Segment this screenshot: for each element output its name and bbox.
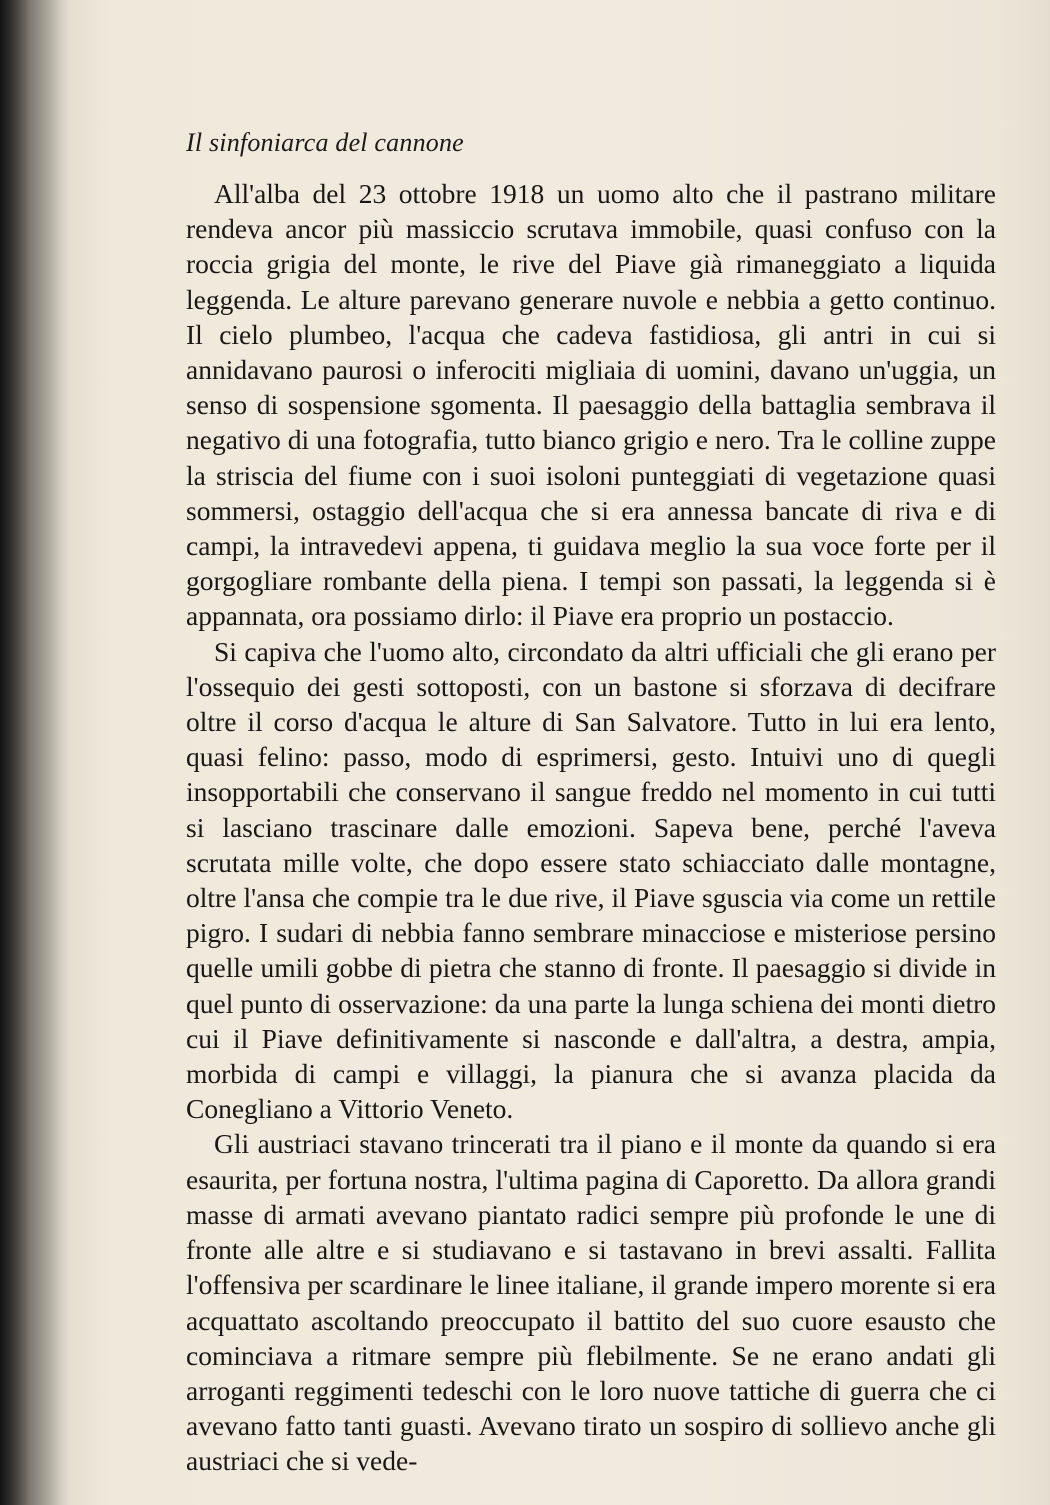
- running-head: Il sinfoniarca del cannone: [186, 128, 464, 157]
- body-text: [186, 176, 996, 1479]
- binding-shadow: [0, 0, 70, 1505]
- paragraph-2: Si capiva che l'uomo alto, circondato da altri ufficiali che gli erano per l'ossequio dei gesti sottoposti, con un bastone si sforzava di decifrare oltre il corso d'acqua le alture di San Salvatore. Tutto in lui era lento, quasi felino: passo, modo di esprimersi, gesto. Intuivi uno di quegli insopportabili che conservano il sangue freddo nel momento in cui tutti si lasciano trascinare dalle emozioni. Sapeva bene, perché l'aveva scrutata mille volte, che dopo essere stato schiacciato dalle montagne, oltre l'ansa che compie tra le due rive, il Piave sguscia via come un rettile pigro. I sudari di nebbia fanno sembrare minacciose e misteriose persino quelle umili gobbe di pietra che stanno di fronte. Il paesaggio si divide in quel punto di osservazione: da una parte la lunga schiena dei monti dietro cui il Piave definitivamente si nasconde e dall'altra, a destra, ampia, morbida di campi e villaggi, la pianura che si avanza placida da Conegliano a Vittorio Veneto.: [186, 635, 996, 1125]
- paragraph-3: Gli austriaci stavano trincerati tra il piano e il monte da quando si era esaurita, per fortuna nostra, l'ultima pagina di Caporetto. Da allora grandi masse di armati avevano piantato radici sempre più profonde le une di fronte alle altre e si studiavano e si tastavano in brevi assalti. Fallita l'offensiva per scardinare le linee italiane, il grande impero morente si era acquattato ascoltando preoccupato il battito del suo cuore esausto che cominciava a ritmare sempre più flebilmente. Se ne erano andati gli arroganti reggimenti tedeschi con le loro nuove tattiche di guerra che ci avevano fatto tanti guasti. Avevano tirato un sospiro di sollievo anche gli austriaci che si vede-: [186, 1128, 996, 1477]
- paragraph-1: All'alba del 23 ottobre 1918 un uomo alto che il pastrano militare rendeva ancor più massiccio scrutava immobile, quasi confuso con la roccia grigia del monte, le rive del Piave già rimaneggiato a liquida leggenda. Le alture parevano generare nuvole e nebbia a getto continuo. Il cielo plumbeo, l'acqua che cadeva fastidiosa, gli antri in cui si annidavano paurosi o inferociti migliaia di uomini, davano un'uggia, un senso di sospensione sgomenta. Il paesaggio della battaglia sembrava il negativo di una fotografia, tutto bianco grigio e nero. Tra le colline zuppe la striscia del fiume con i suoi isoloni punteggiati di vegetazione quasi sommersi, ostaggio dell'acqua che si era annessa bancate di riva e di campi, la intravedevi appena, ti guidava meglio la sua voce forte per il gorgogliare rombante della piena. I tempi son passati, la leggenda si è appannata, ora possiamo dirlo: il Piave era proprio un postaccio.: [186, 178, 996, 632]
